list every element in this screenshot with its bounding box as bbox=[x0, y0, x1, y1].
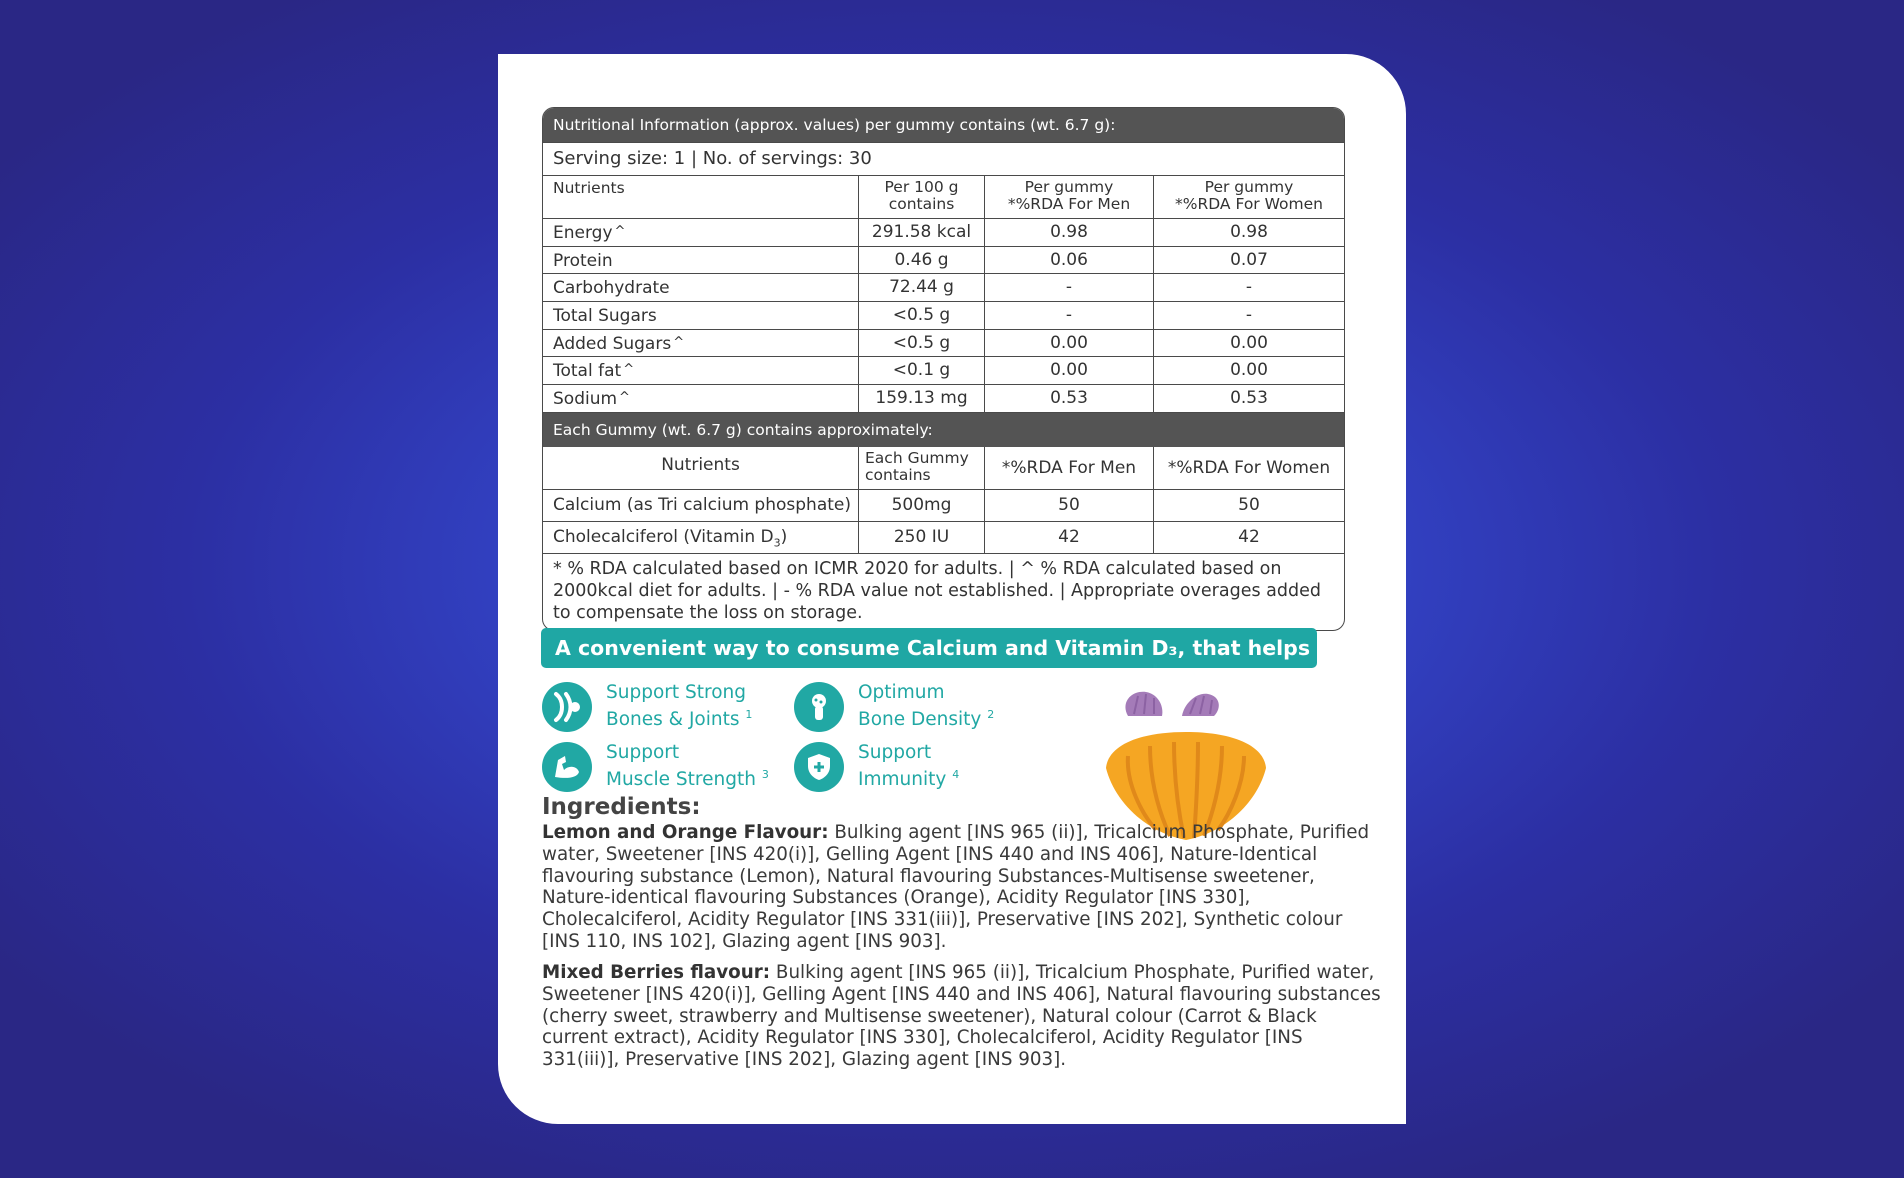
gummy-rda-women: 42 bbox=[1153, 522, 1344, 553]
rda-footnote: * % RDA calculated based on ICMR 2020 for adults. | ^ % RDA calculated based on 2000kcal diet for adults. | - % RDA value not established. | Appropriate overages added to compensate the loss on storage. bbox=[543, 553, 1344, 630]
nutrition-table bbox=[542, 107, 1345, 631]
table-row bbox=[543, 384, 1344, 412]
nutrition-header: Nutritional Information (approx. values) per gummy contains (wt. 6.7 g): bbox=[543, 108, 1344, 142]
gummy-amount: 250 IU bbox=[858, 522, 984, 553]
table-row bbox=[543, 301, 1344, 329]
nutrient-name: Protein bbox=[553, 250, 613, 271]
gummy-column-headers bbox=[543, 447, 1344, 489]
rda-men-value: 0.00 bbox=[984, 330, 1153, 357]
per-100g-value: <0.5 g bbox=[858, 330, 984, 357]
nutrition-column-headers bbox=[543, 175, 1344, 218]
table-row bbox=[543, 329, 1344, 357]
benefit-banner: A convenient way to consume Calcium and Vitamin D₃, that helps bbox=[541, 628, 1317, 668]
nutrient-name: Total Sugars bbox=[553, 306, 657, 327]
benefit-bones bbox=[542, 682, 752, 732]
table-row bbox=[543, 246, 1344, 274]
gummy-amount: 500mg bbox=[858, 490, 984, 521]
rda-men-value: - bbox=[984, 274, 1153, 301]
per-100g-value: <0.5 g bbox=[858, 302, 984, 329]
table-row bbox=[543, 489, 1344, 521]
rda-women-value: - bbox=[1153, 274, 1344, 301]
gummy-col-nutrients: Nutrients bbox=[661, 454, 740, 475]
benefit-text: Support Strong Bones & Joints $^1$ bbox=[606, 682, 753, 731]
rda-men-value: 0.06 bbox=[984, 247, 1153, 274]
ingredients-lemon-orange: Lemon and Orange Flavour: Bulking agent [INS 965 (ii)], Tricalcium Phosphate, Purified water, Sweetener [INS 420(i)], Gelling Agent [INS 440 and INS 406], Nature-Identical flavouring substance (Lemon), Natural flavouring Substances-Multisense sweetener, Nature-identical flavouring Substances (Orange), Acidity Regulator [INS 330], Cholecalciferol, Acidity Regulator [INS 331(iii)], Preservative [INS 202], Synthetic colour [INS 110, INS 102], Glazing agent [INS 903]. bbox=[542, 822, 1370, 952]
ingredients-mixed-berries: Mixed Berries flavour: Bulking agent [INS 965 (ii)], Tricalcium Phosphate, Purified water, Sweetener [INS 420(i)], Gelling Agent [INS 440 and INS 406], Natural flavouring substances (cherry sweet, strawberry and Multisense sweetener), Natural colour (Carrot & Black current extract), Acidity Regulator [INS 330], Cholecalciferol, Acidity Regulator [INS 331(iii)], Preservative [INS 202], Glazing agent [INS 903]. bbox=[542, 962, 1381, 1071]
benefit-density bbox=[794, 682, 994, 732]
nutrient-name: Sodium ^ bbox=[553, 389, 630, 410]
rda-women-value: 0.98 bbox=[1153, 219, 1344, 246]
joint-icon bbox=[542, 682, 592, 732]
gummy-nutrient-name: Calcium (as Tri calcium phosphate) bbox=[553, 494, 851, 515]
gummy-nutrient-name: Cholecalciferol (Vitamin $D_3$) bbox=[553, 526, 788, 550]
rda-women-value: 0.00 bbox=[1153, 357, 1344, 384]
benefit-muscle bbox=[542, 742, 769, 792]
product-label-card bbox=[498, 54, 1406, 1124]
rda-women-value: 0.00 bbox=[1153, 330, 1344, 357]
benefit-text: Support Immunity $^4$ bbox=[858, 742, 960, 791]
gummy-col-women: *%RDA For Women bbox=[1153, 447, 1344, 489]
benefit-immunity bbox=[794, 742, 959, 792]
bone-density-icon bbox=[794, 682, 844, 732]
rda-women-value: 0.53 bbox=[1153, 385, 1344, 412]
muscle-icon bbox=[542, 742, 592, 792]
table-row bbox=[543, 521, 1344, 553]
rda-men-value: 0.53 bbox=[984, 385, 1153, 412]
gummy-rda-men: 50 bbox=[984, 490, 1153, 521]
col-rda-women: Per gummy *%RDA For Women bbox=[1153, 176, 1344, 218]
per-100g-value: 72.44 g bbox=[858, 274, 984, 301]
per-100g-value: 159.13 mg bbox=[858, 385, 984, 412]
rda-men-value: - bbox=[984, 302, 1153, 329]
gummy-rda-women: 50 bbox=[1153, 490, 1344, 521]
table-row bbox=[543, 218, 1344, 246]
rda-women-value: - bbox=[1153, 302, 1344, 329]
shield-icon bbox=[794, 742, 844, 792]
gummy-col-men: *%RDA For Men bbox=[984, 447, 1153, 489]
gummy-col-amount: Each Gummy contains bbox=[858, 447, 984, 489]
nutrient-name: Total fat ^ bbox=[553, 361, 635, 382]
serving-info: Serving size: 1 | No. of servings: 30 bbox=[543, 142, 1344, 175]
col-rda-men: Per gummy *%RDA For Men bbox=[984, 176, 1153, 218]
per-100g-value: 291.58 kcal bbox=[858, 219, 984, 246]
nutrient-name: Carbohydrate bbox=[553, 278, 670, 299]
col-per-100g: Per 100 g contains bbox=[858, 176, 984, 218]
rda-men-value: 0.98 bbox=[984, 219, 1153, 246]
nutrient-name: Energy ^ bbox=[553, 223, 626, 243]
per-100g-value: <0.1 g bbox=[858, 357, 984, 384]
col-nutrients: Nutrients bbox=[553, 179, 625, 197]
table-row bbox=[543, 273, 1344, 301]
rda-men-value: 0.00 bbox=[984, 357, 1153, 384]
benefit-text: Support Muscle Strength $^3$ bbox=[606, 742, 769, 791]
benefit-text: Optimum Bone Density $^2$ bbox=[858, 682, 995, 731]
per-100g-value: 0.46 g bbox=[858, 247, 984, 274]
table-row bbox=[543, 356, 1344, 384]
gummy-header: Each Gummy (wt. 6.7 g) contains approximately: bbox=[543, 412, 1344, 447]
nutrient-name: Added Sugars ^ bbox=[553, 333, 685, 354]
rda-women-value: 0.07 bbox=[1153, 247, 1344, 274]
ingredients-title: Ingredients: bbox=[542, 794, 701, 820]
gummy-rda-men: 42 bbox=[984, 522, 1153, 553]
